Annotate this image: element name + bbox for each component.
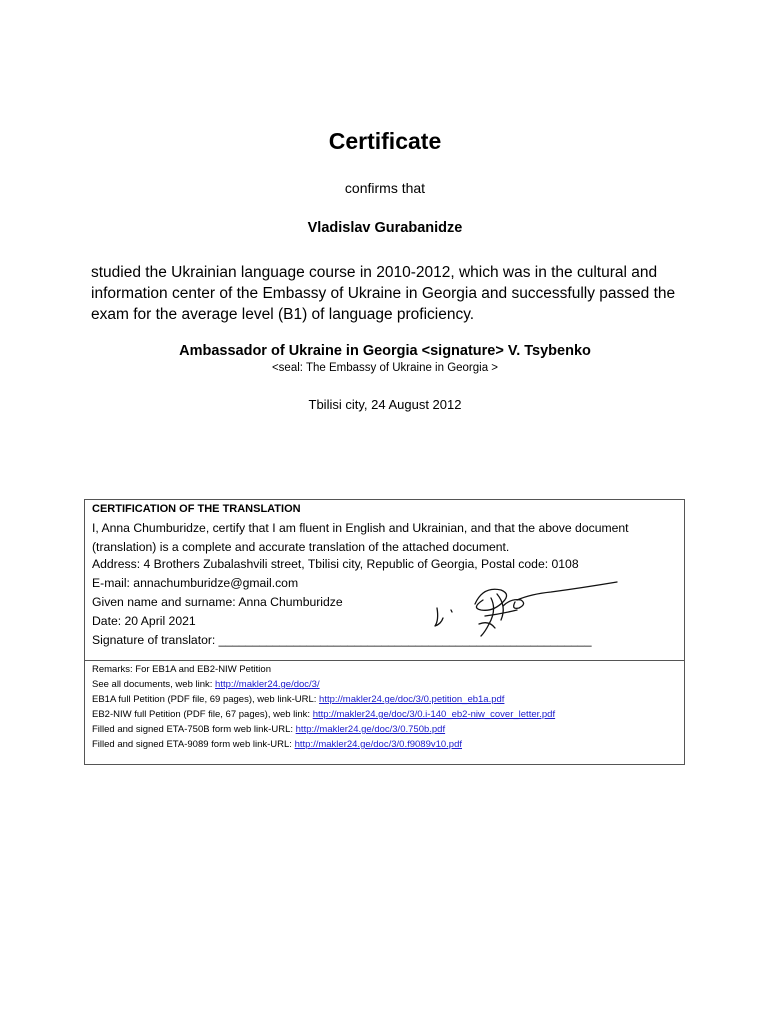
- translator-address: Address: 4 Brothers Zubalashvili street, Tbilisi city, Republic of Georgia, Postal code: 0108: [92, 557, 579, 571]
- place-date: Tbilisi city, 24 August 2012: [308, 397, 462, 412]
- seal-note: <seal: The Embassy of Ukraine in Georgia >: [271, 362, 499, 374]
- remark-eta-750b: [92, 724, 445, 735]
- translator-signature-line: Signature of translator: _______________________________________________________: [92, 633, 592, 647]
- eb1a-petition-link[interactable]: http://makler24.ge/doc/3/0.petition_eb1a.pdf: [319, 694, 505, 705]
- ambassador-line: Ambassador of Ukraine in Georgia <signature> V. Tsybenko: [179, 343, 591, 359]
- remark-label: See all documents, web link:: [92, 679, 216, 690]
- remark-eb1a-petition: [92, 694, 504, 705]
- confirms-text: confirms that: [344, 180, 426, 196]
- translator-email: E-mail: annachumburidze@gmail.com: [92, 576, 299, 590]
- eta-750b-link[interactable]: http://makler24.ge/doc/3/0.750b.pdf: [295, 724, 446, 735]
- remark-label: EB2-NIW full Petition (PDF file, 67 pages), web link:: [92, 709, 313, 720]
- all-documents-link[interactable]: http://makler24.ge/doc/3/: [215, 679, 320, 690]
- certification-date: Date: 20 April 2021: [92, 614, 196, 628]
- remark-label: EB1A full Petition (PDF file, 69 pages), web link-URL:: [92, 694, 320, 705]
- certification-section: [85, 500, 684, 661]
- certificate-body: studied the Ukrainian language course in 2010-2012, which was in the cultural and information center of the Embassy of Ukraine in Georgia and successfully passed the exam for the average level (B1) of language proficiency.: [91, 264, 676, 323]
- translator-name: Given name and surname: Anna Chumburidze: [92, 595, 343, 609]
- certification-heading: CERTIFICATION OF THE TRANSLATION: [92, 503, 301, 515]
- eb2-niw-petition-link[interactable]: http://makler24.ge/doc/3/0.i-140_eb2-niw_cover_letter.pdf: [312, 709, 556, 720]
- remark-label: Filled and signed ETA-750B form web link-URL:: [92, 724, 296, 735]
- remark-eta-9089: [92, 739, 462, 750]
- remarks-title: Remarks: For EB1A and EB2-NIW Petition: [92, 664, 271, 675]
- translation-certification-box: [84, 499, 685, 765]
- remark-label: Filled and signed ETA-9089 form web link-URL:: [92, 739, 295, 750]
- remark-eb2-niw-petition: [92, 709, 555, 720]
- certification-statement: I, Anna Chumburidze, certify that I am fluent in English and Ukrainian, and that the above document (translation) is a complete and accurate translation of the attached document.: [92, 521, 629, 554]
- certificate-title: Certificate: [328, 128, 442, 154]
- recipient-name: Vladislav Gurabanidze: [307, 220, 463, 236]
- eta-9089-link[interactable]: http://makler24.ge/doc/3/0.f9089v10.pdf: [294, 739, 463, 750]
- handwritten-signature-icon: [431, 580, 621, 640]
- remark-all-documents: [92, 679, 320, 690]
